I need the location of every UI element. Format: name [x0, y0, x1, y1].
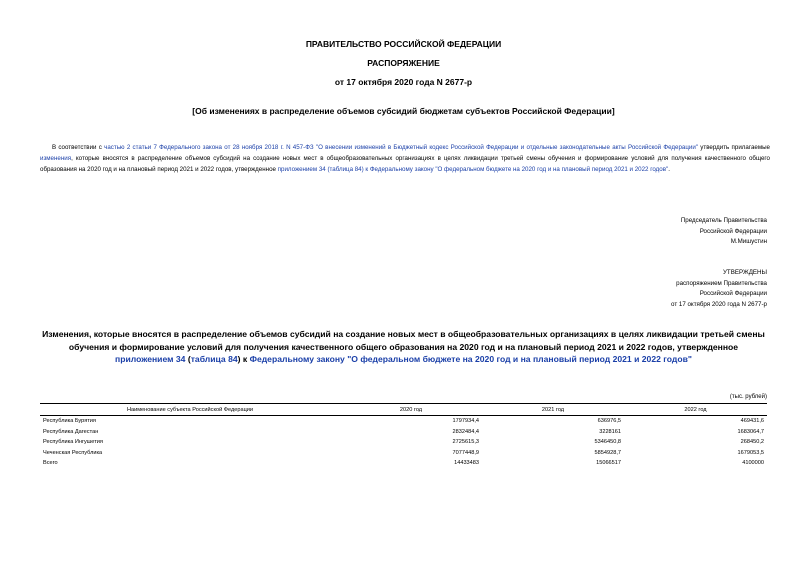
units-label: (тыс. рублей) — [729, 394, 767, 400]
region-name: Чеченская Республика — [43, 449, 103, 456]
changes-title-law-name: "О федеральном бюджете на 2020 год и на плановый период 2021 и 2022 годов" — [344, 354, 692, 364]
value-2021: 636976,5 — [597, 418, 621, 425]
table-header-row — [40, 404, 767, 416]
region-name: Республика Дагестан — [43, 428, 99, 435]
table-row — [40, 437, 767, 448]
subject-heading: [Об изменениях в распределение объемов субсидий бюджетам субъектов Российской Федерации] — [192, 106, 615, 116]
region-name: Республика Ингушетия — [43, 439, 103, 446]
signature-position: Председатель Правительства — [680, 217, 767, 224]
signature-name: М.Мишустин — [730, 238, 767, 245]
appendix-34-link[interactable]: приложением 34 (таблица 84) к Федеральному закону "О федеральном бюджете на 2020 год и на плановый период 2021 и 2022 годов" — [277, 166, 669, 173]
paragraph-text-2: утвердить прилагаемые — [698, 144, 770, 151]
approval-line-2: распоряжением Правительства — [676, 279, 767, 287]
changes-title-text: Изменения, которые вносятся в распределение объемов субсидий на создание новых мест в общеобразовательных организациях в целях ликвидации третьей смены обучения и формирование условий для получения качественного общего образования на 2020 год и на плановый период 2021 и 2022 годов, утвержденное — [42, 329, 765, 352]
region-name: Республика Бурятия — [43, 418, 96, 425]
table-row — [40, 427, 767, 438]
signature-body: Российской Федерации — [699, 227, 767, 235]
value-2022: 1679053,5 — [737, 449, 764, 456]
value-2020: 2832484,4 — [452, 428, 479, 435]
value-2020: 1797934,4 — [452, 418, 479, 425]
subsidy-table — [40, 403, 767, 469]
approval-block — [567, 268, 767, 310]
value-2021: 5346450,8 — [594, 439, 621, 446]
approval-title: УТВЕРЖДЕНЫ — [723, 269, 767, 276]
header-2021: 2021 год — [482, 404, 624, 416]
changes-title — [40, 328, 767, 366]
value-2022: 268450,2 — [740, 439, 764, 446]
total-label: Всего — [43, 460, 58, 467]
total-2020: 14433483 — [454, 460, 479, 467]
date-number-heading: от 17 октября 2020 года N 2677-р — [334, 77, 473, 87]
header-region: Наименование субъекта Российской Федерации — [40, 404, 340, 416]
value-2021: 5854928,7 — [594, 449, 621, 456]
table-row — [40, 448, 767, 459]
value-2020: 7077448,9 — [452, 449, 479, 456]
total-2021: 15066517 — [596, 460, 621, 467]
table-row — [40, 416, 767, 427]
approval-line-3: Российской Федерации — [699, 290, 767, 297]
authority-heading: ПРАВИТЕЛЬСТВО РОССИЙСКОЙ ФЕДЕРАЦИИ — [305, 39, 502, 49]
law-457-fz-link[interactable]: частью 2 статьи 7 Федерального закона от 28 ноября 2018 г. N 457-ФЗ "О внесении изменений в Бюджетный кодекс Российской Федерации и отдельные законодательные акты Российской Федерации" — [104, 144, 698, 151]
value-2021: 3228161 — [599, 428, 621, 435]
approval-date: от 17 октября 2020 года N 2677-р — [671, 300, 767, 308]
table-total-row — [40, 458, 767, 469]
paragraph-text-4: . — [668, 166, 670, 173]
changes-link[interactable]: изменения — [40, 155, 72, 162]
value-2020: 2725615,3 — [452, 439, 479, 446]
appendix-34-title-link[interactable]: приложением 34 — [115, 354, 186, 364]
document-type-heading: РАСПОРЯЖЕНИЕ — [367, 58, 440, 68]
table-84-link[interactable]: таблица 84 — [190, 354, 238, 364]
header-2020: 2020 год — [340, 404, 482, 416]
value-2022: 1683064,7 — [737, 428, 764, 435]
total-2022: 4100000 — [742, 460, 764, 467]
federal-law-link[interactable]: Федеральному закону — [249, 354, 345, 364]
changes-title-paren-open: ( — [185, 354, 191, 364]
signature-block — [567, 216, 767, 248]
paragraph-text-3: , которые вносятся в распределение объемов субсидий на создание новых мест в общеобразовательных организациях в целях ликвидации третьей смены обучения и формирование условий для получения качественного общего образования на 2020 год и на плановый период 2021 и 2022 годов, утвержденное — [40, 155, 770, 173]
paragraph-text-1: В соответствии с — [52, 144, 105, 151]
header-2022: 2022 год — [624, 404, 767, 416]
changes-title-paren-close: ) к — [237, 354, 250, 364]
decree-paragraph — [40, 142, 770, 175]
value-2022: 469431,6 — [740, 418, 764, 425]
